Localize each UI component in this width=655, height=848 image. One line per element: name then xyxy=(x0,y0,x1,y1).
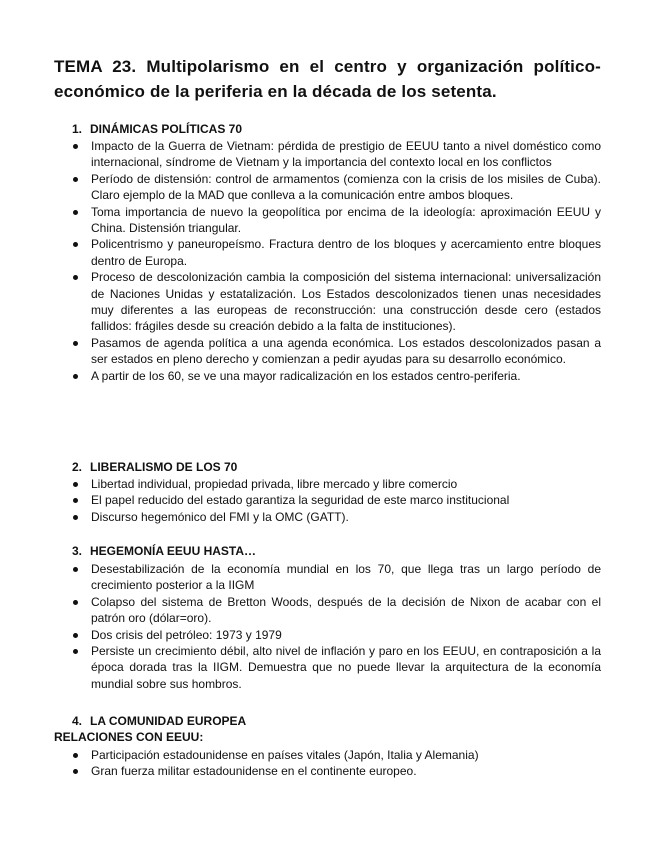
list-item: A partir de los 60, se ve una mayor radicalización en los estados centro-periferia. xyxy=(0,368,601,384)
list-item: Persiste un crecimiento débil, alto nivel de inflación y paro en los EEUU, en contraposición a la época dorada tras la IIGM. Demuestra que no puede llevar la arquitectura de la economía mundial sobre sus hombros. xyxy=(0,643,601,692)
list-item: Toma importancia de nuevo la geopolítica por encima de la ideología: aproximación EEUU y China. Distensión triangular. xyxy=(0,204,601,237)
section-2-list xyxy=(0,476,655,525)
section-1-list xyxy=(0,138,655,384)
section-title: LIBERALISMO DE LOS 70 xyxy=(90,460,238,474)
section-4-list xyxy=(0,747,655,780)
bullet-icon xyxy=(73,769,78,774)
section-2-heading xyxy=(72,459,237,475)
bullet-icon xyxy=(73,567,78,572)
bullet-icon xyxy=(73,600,78,605)
list-item: Desestabilización de la economía mundial en los 70, que llega tras un largo período de crecimiento posterior a la IIGM xyxy=(0,561,601,594)
bullet-icon xyxy=(73,177,78,182)
list-item: Impacto de la Guerra de Vietnam: pérdida de prestigio de EEUU tanto a nivel doméstico como internacional, síndrome de Vietnam y la importancia del contexto local en los conflictos xyxy=(0,138,601,171)
section-3-list xyxy=(0,561,655,692)
section-title: DINÁMICAS POLÍTICAS 70 xyxy=(90,122,243,136)
bullet-icon xyxy=(73,482,78,487)
bullet-icon xyxy=(73,341,78,346)
list-item: Policentrismo y paneuropeísmo. Fractura dentro de los bloques y acercamiento entre bloques dentro de Europa. xyxy=(0,236,601,269)
bullet-icon xyxy=(73,633,78,638)
bullet-icon xyxy=(73,275,78,280)
list-item: Gran fuerza militar estadounidense en el continente europeo. xyxy=(0,763,601,779)
bullet-icon xyxy=(73,649,78,654)
bullet-icon xyxy=(73,144,78,149)
section-1-heading xyxy=(72,121,242,137)
bullet-icon xyxy=(73,242,78,247)
section-title: HEGEMONÍA EEUU HASTA… xyxy=(90,544,257,558)
section-4-subheading: RELACIONES CON EEUU: xyxy=(54,730,204,744)
bullet-icon xyxy=(73,753,78,758)
section-title: LA COMUNIDAD EUROPEA xyxy=(90,714,247,728)
bullet-icon xyxy=(73,374,78,379)
bullet-icon xyxy=(73,210,78,215)
list-item: Participación estadounidense en países vitales (Japón, Italia y Alemania) xyxy=(0,747,601,763)
list-item: Discurso hegemónico del FMI y la OMC (GATT). xyxy=(0,509,601,525)
list-item: Libertad individual, propiedad privada, libre mercado y libre comercio xyxy=(0,476,601,492)
list-item: Colapso del sistema de Bretton Woods, después de la decisión de Nixon de acabar con el patrón oro (dólar=oro). xyxy=(0,594,601,627)
list-item: Pasamos de agenda política a una agenda económica. Los estados descolonizados pasan a ser estados en pleno derecho y comienzan a pedir ayudas para su desarrollo económico. xyxy=(0,335,601,368)
section-number: 2. xyxy=(72,460,83,474)
list-item: Período de distensión: control de armamentos (comienza con la crisis de los misiles de Cuba). Claro ejemplo de la MAD que conlleva a la comunicación entre ambos bloques. xyxy=(0,171,601,204)
section-3-heading xyxy=(72,543,256,559)
section-4-heading xyxy=(72,713,246,729)
section-number: 1. xyxy=(72,122,83,136)
section-number: 3. xyxy=(72,544,83,558)
section-number: 4. xyxy=(72,714,83,728)
list-item: Dos crisis del petróleo: 1973 y 1979 xyxy=(0,627,601,643)
document-title: TEMA 23. Multipolarismo en el centro y organización político-económico de la periferia en la década de los setenta. xyxy=(54,57,601,101)
bullet-icon xyxy=(73,498,78,503)
bullet-icon xyxy=(73,515,78,520)
list-item: El papel reducido del estado garantiza la seguridad de este marco institucional xyxy=(0,492,601,508)
list-item: Proceso de descolonización cambia la composición del sistema internacional: universalización de Naciones Unidas y estatalización. Los Estados descolonizados tienen unas necesidades muy diferentes a las europeas de reconstrucción: una construcción desde cero (estados fallidos: frágiles desde su creación debido a la falta de instituciones). xyxy=(0,269,601,335)
